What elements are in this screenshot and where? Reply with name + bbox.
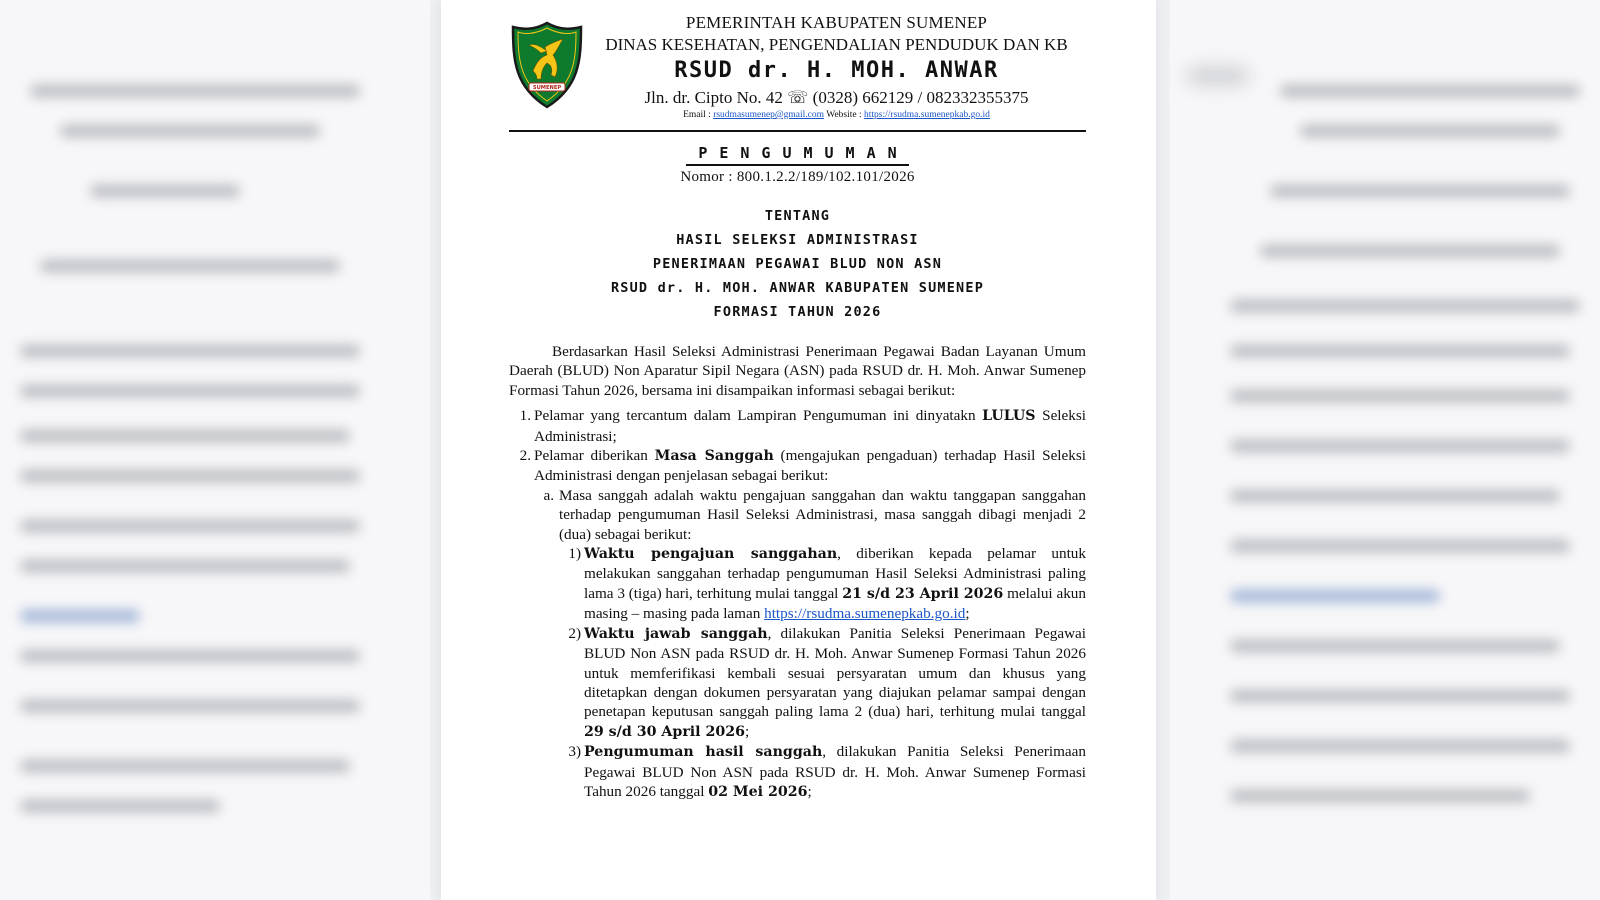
- subject-line: RSUD dr. H. MOH. ANWAR KABUPATEN SUMENEP: [610, 280, 985, 296]
- background-left: [0, 0, 430, 900]
- regency-emblem-logo: [511, 21, 583, 109]
- list-number: 2.: [519, 447, 531, 465]
- list-number: 2): [568, 624, 581, 642]
- intro-paragraph: Berdasarkan Hasil Seleksi Administrasi Penerimaan Pegawai Badan Layanan Umum Daerah (BLUD) Non Aparatur Sipil Negara (ASN) pada RSUD dr. H. Moh. Anwar Sumenep Formasi Tahun 2026, bersama ini disampaikan informasi sebagai berikut:: [509, 343, 1086, 399]
- item-text: Pelamar yang tercantum dalam Lampiran Pengumuman ini dinyatakn: [534, 407, 983, 425]
- sub-sub-list-item: [559, 742, 1086, 802]
- subject-line: HASIL SELEKSI ADMINISTRASI: [676, 232, 919, 248]
- item-date: 21 s/d 23 April 2026: [842, 585, 1004, 602]
- letterhead: [509, 12, 1086, 132]
- email-link[interactable]: rsudmasumenep@gmail.com: [713, 110, 825, 120]
- subject-line: FORMASI TAHUN 2026: [713, 304, 882, 320]
- letterhead-text: [587, 12, 1086, 122]
- hospital-address: Jln. dr. Cipto No. 42 ☏ (0328) 662129 / 082332355375: [644, 88, 1029, 107]
- email-label: Email :: [683, 110, 714, 120]
- letterhead-divider: [509, 130, 1086, 132]
- announcement-body: [509, 342, 1086, 802]
- government-name: PEMERINTAH KABUPATEN SUMENEP: [685, 13, 988, 32]
- list-item: [509, 406, 1086, 446]
- document-page: [441, 0, 1156, 900]
- list-item: [509, 446, 1086, 802]
- list-letter: a.: [543, 486, 554, 504]
- item-date: 29 s/d 30 April 2026: [584, 723, 746, 740]
- item-text: melalui akun masing – masing pada laman: [584, 584, 1086, 623]
- announcement-title: PENGUMUMAN: [686, 143, 908, 166]
- item-bold: Waktu pengajuan sanggahan: [584, 546, 838, 563]
- item-bold: Masa Sanggah: [654, 448, 774, 465]
- subject-line: TENTANG: [764, 208, 831, 224]
- item-text: , diberikan kepada pelamar untuk melakukan sanggahan terhadap pengumuman Hasil Seleksi Administrasi paling lama 3 (tiga) hari, terhitung mulai tanggal: [584, 545, 1086, 602]
- department-name: DINAS KESEHATAN, PENGENDALIAN PENDUDUK DAN KB: [605, 35, 1068, 54]
- sub-list-item: [534, 486, 1086, 803]
- item-text: Pelamar diberikan: [534, 447, 655, 465]
- list-number: 1): [568, 545, 581, 563]
- item-text: ;: [745, 722, 750, 740]
- sub-sub-list-item: [559, 624, 1086, 742]
- subject-line: PENERIMAAN PEGAWAI BLUD NON ASN: [652, 256, 943, 272]
- item-text: Masa sanggah adalah waktu pengajuan sanggahan dan waktu tanggapan sanggahan terhadap pengumuman Hasil Seleksi Administrasi, masa sanggah dibagi menjadi 2 (dua) sebagai berikut:: [559, 486, 1086, 543]
- item-bold: Pengumuman hasil sanggah: [584, 744, 823, 761]
- item-text: (mengajukan pengaduan) terhadap Hasil Seleksi Administrasi dengan penjelasan sebagai berikut:: [534, 447, 1086, 485]
- announcement-number: Nomor : 800.1.2.2/189/102.101/2026: [680, 169, 915, 185]
- list-number: 1.: [519, 407, 531, 425]
- background-right: [1170, 0, 1600, 900]
- item-text: ;: [965, 605, 970, 623]
- item-text: Seleksi Administrasi;: [534, 407, 1086, 445]
- item-text: , dilakukan Panitia Seleksi Penerimaan Pegawai BLUD Non ASN pada RSUD dr. H. Moh. Anwar Sumenep Formasi Tahun 2026 untuk memferifikasi kembali sesuai persyaratan umum dan khusus yang ditetapkan dengan dokumen persyaratan yang diajukan pelamar sampai dengan penetapan keputusan sanggah paling lama 2 (dua) hari, terhitung mulai tanggal: [584, 624, 1086, 721]
- item-bold: LULUS: [982, 408, 1036, 425]
- website-link[interactable]: https://rsudma.sumenepkab.go.id: [864, 110, 990, 120]
- item-text: , dilakukan Panitia Seleksi Penerimaan Pegawai BLUD Non ASN pada RSUD dr. H. Moh. Anwar Sumenep Formasi Tahun 2026 tanggal: [584, 743, 1086, 800]
- contact-line: [587, 109, 1086, 122]
- item-text: ;: [807, 782, 812, 800]
- announcement-header: [509, 143, 1086, 186]
- hospital-name: RSUD dr. H. MOH. ANWAR: [674, 58, 999, 83]
- svg-text:SUMENEP: SUMENEP: [532, 85, 562, 92]
- website-label: Website :: [824, 110, 865, 120]
- sub-sub-list-item: [559, 544, 1086, 624]
- announcement-subject: [509, 204, 1086, 324]
- portal-link[interactable]: https://rsudma.sumenepkab.go.id: [764, 605, 966, 623]
- item-date: 02 Mei 2026: [708, 783, 808, 800]
- item-bold: Waktu jawab sanggah: [584, 625, 768, 642]
- list-number: 3): [568, 743, 581, 761]
- numbered-list: [509, 406, 1086, 802]
